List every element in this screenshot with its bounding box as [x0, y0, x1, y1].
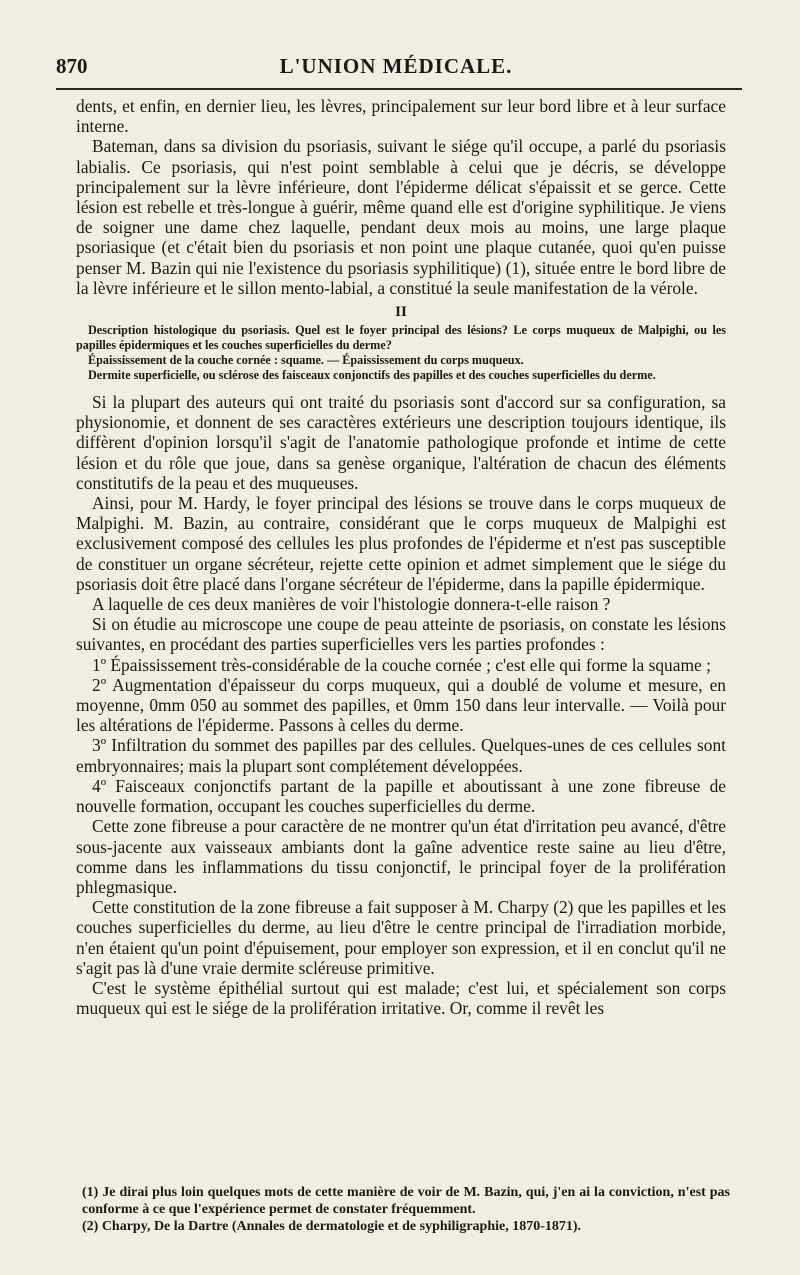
summary-line: Épaississement de la couche cornée : squame. — Épaississement du corps muqueux. — [88, 353, 524, 368]
paragraph: Ainsi, pour M. Hardy, le foyer principal des lésions se trouve dans le corps muqueux de Malpighi. M. Bazin, au contraire, considérant que le corps muqueux de Malpighi est exclusivement composé des cellules les plus profondes de l'épiderme et n'est pas susceptible de constituer un organe sécréteur, rejette cette opinion et admet simplement que le siége du psoriasis doit être placé dans l'organe sécréteur de l'épiderme, dans la papille épidermique. — [76, 493, 726, 594]
paragraph: Cette zone fibreuse a pour caractère de ne montrer qu'un état d'irritation peu avancé, d'être sous-jacente aux vaisseaux ambiants dont la gaîne adventice reste saine au lieu d'être, comme dans les inflammations du tissu conjonctif, le principal foyer de la prolifération phlegmasique. — [76, 816, 726, 897]
section-number: II — [395, 304, 407, 321]
paragraph: Bateman, dans sa division du psoriasis, suivant le siége qu'il occupe, a parlé du psoriasis labialis. Ce psoriasis, qui n'est point semblable à celui que je décris, se développe principalement sur la lèvre inférieure, dont l'épiderme délicat s'épaissit et se gerce. Cette lésion est rebelle et très-longue à guérir, même quand elle est d'origine syphilitique. Je viens de soigner une dame chez laquelle, pendant deux mois au moins, une large plaque psoriasique (et c'était bien du psoriasis et non point une plaque cutanée, quoi qu'en puisse penser M. Bazin qui nie l'existence du psoriasis syphilitique) (1), située entre le bord libre de la lèvre inférieure et le sillon mento-labial, a constitué la seule manifestation de la vérole. — [76, 136, 726, 298]
section-summary — [76, 323, 726, 383]
footnote: (1) Je dirai plus loin quelques mots de cette manière de voir de M. Bazin, qui, j'en ai la conviction, n'est pas conforme à ce que l'expérience permet de constater fréquemment. — [82, 1185, 730, 1217]
paragraph: 2º Augmentation d'épaisseur du corps muqueux, qui a doublé de volume et mesure, en moyenne, 0mm 050 au sommet des papilles, et 0mm 150 dans leur intervalle. — Voilà pour les altérations de l'épiderme. Passons à celles du derme. — [76, 674, 726, 736]
page-number: 870 — [56, 54, 88, 78]
running-title: L'UNION MÉDICALE. — [279, 54, 513, 78]
paragraph: dents, et enfin, en dernier lieu, les lèvres, principalement sur leur bord libre et à leur surface interne. — [76, 96, 726, 137]
paragraph: C'est le système épithélial surtout qui est malade; c'est lui, et spécialement son corps muqueux qui est le siége de la prolifération irritative. Or, comme il revêt les — [76, 977, 726, 1019]
header-rule — [56, 88, 742, 90]
paragraph: Si on étudie au microscope une coupe de peau atteinte de psoriasis, on constate les lésions suivantes, en procédant des parties superficielles vers les parties profondes : — [76, 614, 726, 655]
page-header — [56, 54, 736, 84]
summary-line: Dermite superficielle, ou sclérose des faisceaux conjonctifs des papilles et des couches superficielles du derme. — [88, 368, 656, 383]
page-body — [76, 96, 726, 1018]
footnotes — [82, 1184, 730, 1235]
paragraph: Si la plupart des auteurs qui ont traité du psoriasis sont d'accord sur sa configuration, sa physionomie, et donnent de ses caractères extérieurs une description toujours identique, ils diffèrent d'opinion lorsqu'il s'agit de l'anatomie pathologique profonde et intime de cette lésion et du rôle que joue, dans sa genèse organique, l'altération de chacun des éléments constitutifs de la peau et des muqueuses. — [76, 392, 726, 493]
paragraph: Cette constitution de la zone fibreuse a fait supposer à M. Charpy (2) que les papilles et les couches superficielles du derme, au lieu d'être le centre principal de l'irradiation morbide, n'en étaient qu'un point d'épuisement, pour employer son expression, et il en conclut qu'il ne s'agit pas là d'une vraie dermite scléreuse primitive. — [76, 897, 726, 978]
footnote: (2) Charpy, De la Dartre (Annales de dermatologie et de syphiligraphie, 1870-1871). — [82, 1219, 582, 1234]
paragraph: 1º Épaississement très-considérable de la couche cornée ; c'est elle qui forme la squame ; — [92, 654, 711, 675]
paragraph: 3º Infiltration du sommet des papilles par des cellules. Quelques-unes de ces cellules sont embryonnaires; mais la plupart sont complétement développées. — [76, 735, 726, 776]
summary-line: Description histologique du psoriasis. Quel est le foyer principal des lésions? Le corps muqueux de Malpighi, ou les papilles épidermiques et les couches superficielles du derme? — [76, 323, 726, 353]
paragraph: A laquelle de ces deux manières de voir l'histologie donnera-t-elle raison ? — [92, 594, 611, 615]
paragraph: 4º Faisceaux conjonctifs partant de la papille et aboutissant à une zone fibreuse de nouvelle formation, occupant les couches superficielles du derme. — [76, 775, 726, 817]
